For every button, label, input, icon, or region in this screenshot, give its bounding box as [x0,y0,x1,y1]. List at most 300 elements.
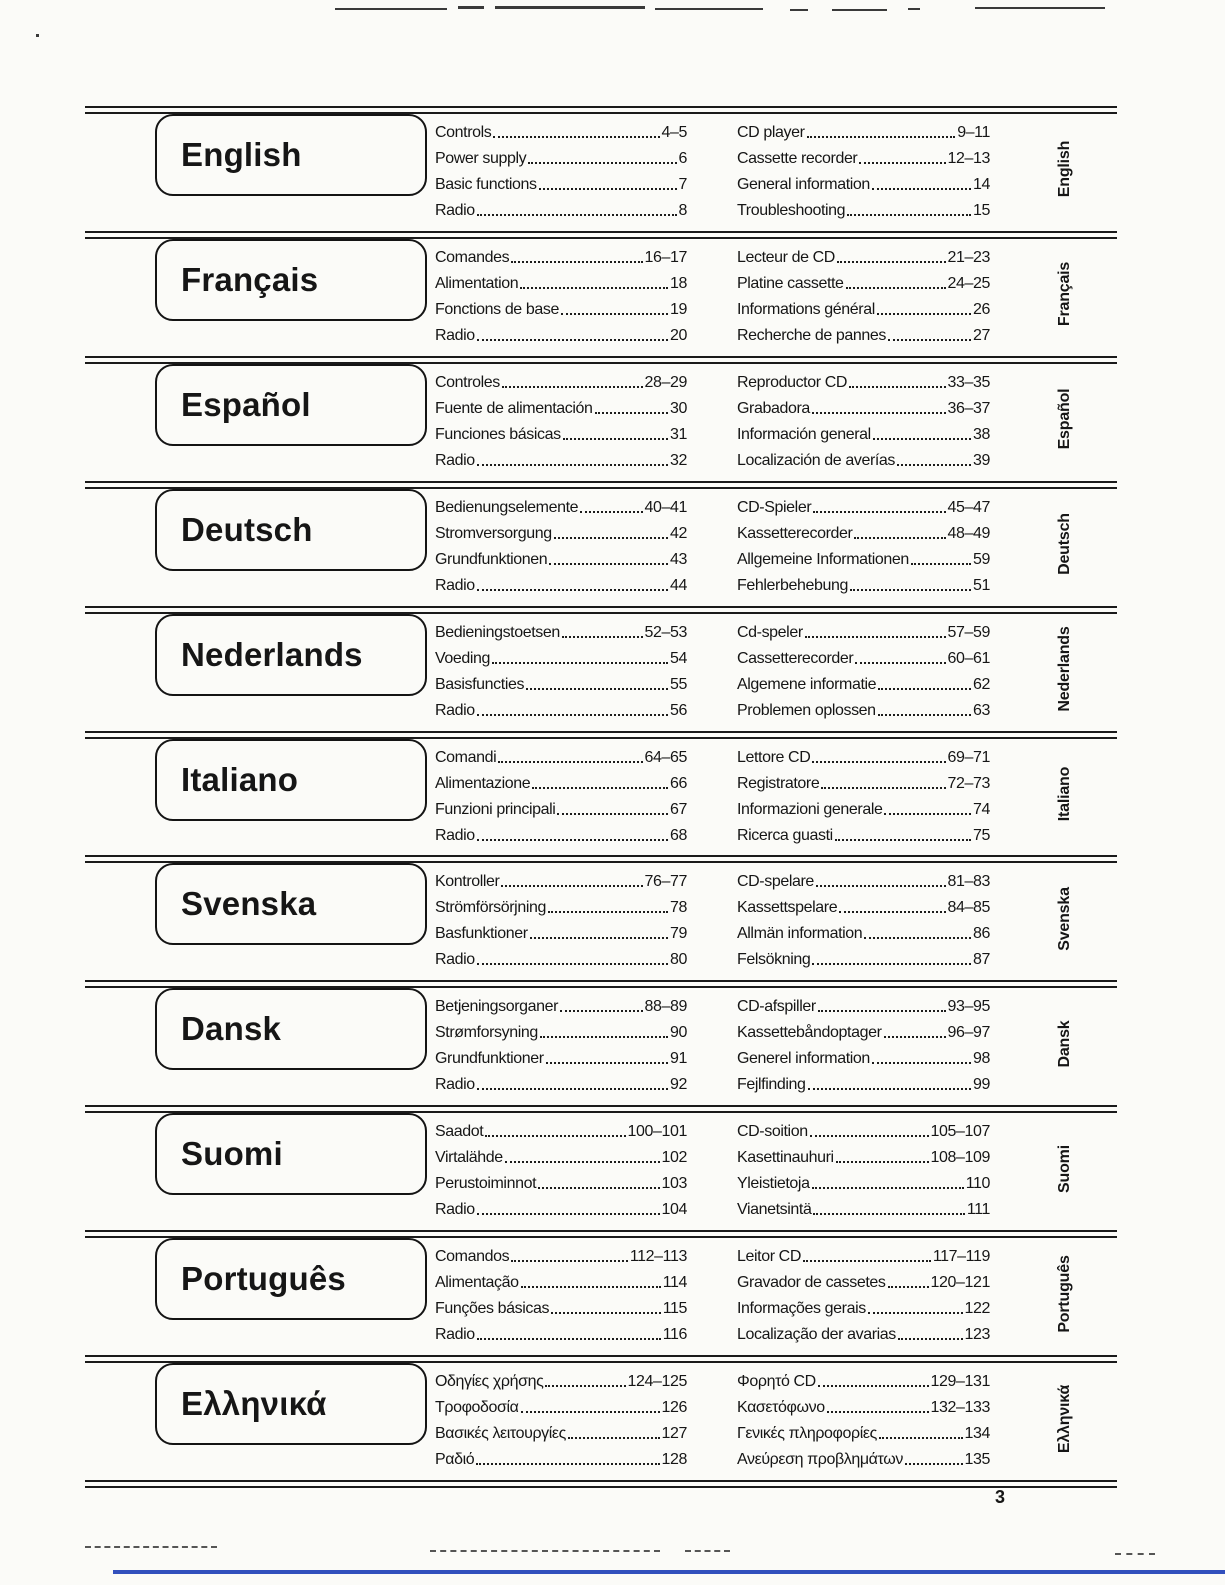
toc-entry [435,1446,687,1472]
toc-entry-page: 111 [966,1201,990,1219]
toc-entry-label: Reproductor CD [737,373,848,391]
toc-entry-page: 39 [973,451,990,469]
scan-noise-bottom [85,1546,217,1548]
language-side-label: Deutsch [1056,513,1073,576]
toc-column-left [435,369,687,473]
toc-entry-label: Troubleshooting [737,202,846,219]
dot-leader [551,1312,661,1314]
toc-entry-page: 54 [670,649,687,667]
dot-leader [526,688,668,690]
toc-entry [737,645,990,671]
toc-entry-page: 42 [670,524,687,542]
toc-entry [737,796,990,822]
toc-entry [435,119,687,145]
toc-entry-page: 78 [670,899,687,917]
toc-entry [737,395,990,421]
toc-entry [737,920,990,946]
toc-entry-page: 19 [670,300,687,318]
dot-leader [839,911,945,913]
dot-leader [827,1411,929,1413]
toc-entry [737,1045,990,1071]
toc-entry-page: 76–77 [644,873,687,891]
toc-entry-label: Localização der avarias [737,1326,896,1344]
dot-leader [561,313,668,315]
dot-leader [872,1062,971,1064]
dot-leader [521,1411,660,1413]
toc-entry [737,244,990,270]
toc-entry [435,993,687,1019]
toc-entry [737,421,990,447]
toc-entry-page: 123 [964,1326,990,1344]
dot-leader [855,662,945,664]
dot-leader [859,162,945,164]
toc-entry-page: 99 [973,1076,990,1094]
toc-entry-page: 16–17 [644,248,687,266]
dot-leader [511,261,642,263]
toc-entry [435,322,687,348]
toc-entry-label: Kassettspelare [737,899,838,917]
dot-leader [807,136,956,138]
dot-leader [805,636,946,638]
dot-leader [545,1385,625,1387]
toc-entry-label: Basfunktioner [435,925,528,943]
toc-entry-page: 98 [973,1050,990,1068]
dot-leader [878,688,971,690]
toc-entry-page: 122 [964,1300,990,1318]
toc-entry-page: 4–5 [661,124,687,141]
scan-noise-top [458,6,484,9]
dot-leader [498,761,642,763]
toc-entry-label: Radio [435,326,475,344]
toc-entry-label: Perustoiminnot [435,1175,537,1193]
toc-entry-label: Bedieningstoetsen [435,623,560,641]
scan-noise-bottom [685,1550,730,1552]
toc-entry-label: Basic functions [435,176,537,193]
dot-leader [477,464,668,466]
page-number: 3 [995,1487,1006,1507]
toc-entry-page: 30 [670,399,687,417]
language-section [85,1230,1117,1355]
toc-entry-label: Bedienungselemente [435,498,579,516]
language-section [85,731,1117,856]
dot-leader [836,1161,929,1163]
toc-column-right [737,1118,990,1222]
toc-entry-page: 68 [670,826,687,844]
dot-leader [477,214,677,216]
toc-entry-label: Leitor CD [737,1248,801,1266]
toc-entry [435,270,687,296]
toc-entry-label: Registratore [737,774,820,792]
toc-entry-label: Grundfunktioner [435,1050,544,1068]
toc-entry-label: Alimentazione [435,774,531,792]
toc-entry-label: Power supply [435,150,527,167]
toc-entry-label: Ricerca guasti [737,826,833,844]
toc-entry-label: Informações gerais [737,1300,866,1318]
toc-entry [435,894,687,920]
toc-entry-page: 38 [973,425,990,443]
toc-column-left [435,119,687,223]
dot-leader [477,1088,668,1090]
toc-entry-page: 24–25 [947,274,990,292]
language-section [85,1105,1117,1230]
toc-entry-page: 62 [973,675,990,693]
toc-entry-label: Βασικές λειτουργίες [435,1425,566,1443]
dot-leader [505,1161,660,1163]
language-sections [85,106,1117,1482]
toc-entry-page: 52–53 [644,623,687,641]
language-section [85,1355,1117,1480]
dot-leader [897,464,971,466]
toc-entry-page: 117–119 [932,1248,990,1266]
language-name-box [155,1113,427,1195]
dot-leader [864,937,971,939]
dot-leader [511,1260,628,1262]
toc-entry [435,1118,687,1144]
toc-column-left [435,744,687,848]
toc-entry-page: 93–95 [947,998,990,1016]
toc-entry [435,920,687,946]
toc-entry [737,1019,990,1045]
toc-entry-page: 84–85 [947,899,990,917]
toc-entry-page: 9–11 [957,124,990,141]
toc-entry-page: 115 [662,1300,687,1318]
dot-leader [808,1088,971,1090]
toc-entry-label: Generel information [737,1050,870,1068]
toc-entry-page: 116 [662,1326,687,1344]
toc-entry-label: Alimentation [435,274,519,292]
toc-entry [435,619,687,645]
toc-column-left [435,244,687,348]
toc-entry [435,1196,687,1222]
toc-entry-label: Allgemeine Informationen [737,550,909,568]
toc-entry-label: Cassette recorder [737,150,858,167]
dot-leader [847,214,971,216]
toc-entry-label: Radio [435,701,475,719]
toc-entry-page: 12–13 [947,150,990,167]
dot-leader [477,714,668,716]
bottom-rule [85,1486,1117,1488]
toc-entry-label: Radio [435,1076,475,1094]
toc-entry [737,1170,990,1196]
toc-entry [737,1144,990,1170]
toc-entry-label: Informazioni generale [737,800,883,818]
toc-entry-page: 48–49 [947,524,990,542]
scan-speck [36,34,39,37]
toc-entry-label: Funzioni principali [435,800,556,818]
dot-leader [546,1062,668,1064]
toc-entry [737,197,990,223]
toc-entry-label: Radio [435,1201,475,1219]
toc-entry-label: Cd-speler [737,623,803,641]
toc-entry-page: 59 [973,550,990,568]
toc-entry-page: 129–131 [930,1373,990,1391]
toc-column-right [737,868,990,972]
toc-entry [435,868,687,894]
toc-entry [737,171,990,197]
toc-entry-page: 18 [670,274,687,292]
dot-leader [879,1437,963,1439]
toc-entry-page: 75 [973,826,990,844]
dot-leader [477,1213,660,1215]
toc-entry [435,1019,687,1045]
toc-entry-page: 44 [670,576,687,594]
toc-entry-page: 114 [662,1274,687,1292]
toc-entry-page: 126 [661,1399,687,1417]
dot-leader [884,1036,946,1038]
language-name: Français [181,260,319,298]
toc-entry-page: 31 [670,425,687,443]
language-section [85,855,1117,980]
toc-entry-page: 32 [670,451,687,469]
toc-entry-label: Τροφοδοσία [435,1399,519,1417]
toc-column-right [737,744,990,848]
toc-entry [435,546,687,572]
toc-entry-label: Platine cassette [737,274,844,292]
toc-entry-label: Gravador de cassetes [737,1274,886,1292]
toc-entry [737,946,990,972]
dot-leader [476,1463,659,1465]
toc-entry [737,1071,990,1097]
language-section [85,356,1117,481]
dot-leader [878,714,971,716]
dot-leader [493,136,659,138]
toc-entry [737,1118,990,1144]
language-side-label: Português [1056,1254,1073,1333]
dot-leader [528,162,676,164]
toc-entry-page: 15 [973,202,990,219]
toc-entry [435,697,687,723]
dot-leader [846,287,946,289]
toc-entry-page: 45–47 [947,498,990,516]
language-name: Svenska [181,885,317,923]
toc-entry-label: Vianetsintä [737,1201,812,1219]
dot-leader [538,1187,659,1189]
toc-entry-page: 132–133 [930,1399,990,1417]
toc-entry-label: Cassetterecorder [737,649,854,667]
dot-leader [888,339,971,341]
toc-entry [435,1170,687,1196]
toc-column-right [737,993,990,1097]
toc-entry-page: 100–101 [627,1123,687,1141]
toc-entry-page: 28–29 [644,373,687,391]
toc-entry-page: 66 [670,774,687,792]
scan-noise-top [495,6,645,9]
dot-leader [548,911,668,913]
toc-entry [435,946,687,972]
toc-entry [435,1368,687,1394]
toc-entry-label: Ανεύρεση προβλημάτων [737,1451,903,1469]
toc-entry-label: Yleistietoja [737,1175,810,1193]
toc-column-right [737,1243,990,1347]
dot-leader [595,412,668,414]
language-section [85,481,1117,606]
language-name-box [155,988,427,1070]
toc-entry-label: CD-soition [737,1123,808,1141]
dot-leader [485,1135,625,1137]
dot-leader [837,261,946,263]
toc-entry [435,197,687,223]
toc-entry [435,520,687,546]
dot-leader [813,511,945,513]
toc-entry [737,270,990,296]
dot-leader [872,188,971,190]
toc-column-left [435,1243,687,1347]
toc-entry-label: Basisfuncties [435,675,525,693]
dot-leader [888,1286,929,1288]
toc-column-left [435,619,687,723]
toc-column-right [737,119,990,223]
toc-entry-page: 86 [973,925,990,943]
dot-leader [818,1010,946,1012]
toc-entry-page: 104 [661,1201,687,1219]
toc-entry-label: Κασετόφωνο [737,1399,825,1417]
toc-entry [737,322,990,348]
language-section [85,980,1117,1105]
toc-entry [435,796,687,822]
language-side-label: Dansk [1056,1020,1073,1068]
dot-leader [850,589,971,591]
toc-entry-page: 105–107 [930,1123,990,1141]
toc-entry-page: 67 [670,800,687,818]
language-section [85,106,1117,231]
dot-leader [884,813,971,815]
toc-entry [737,1420,990,1446]
dot-leader [568,1437,660,1439]
toc-entry-label: Localización de averías [737,451,896,469]
toc-entry [737,1368,990,1394]
toc-entry [435,1243,687,1269]
toc-entry-page: 7 [678,176,687,193]
toc-entry-page: 72–73 [947,774,990,792]
toc-entry-label: Virtalähde [435,1149,503,1167]
language-name: Deutsch [181,510,313,548]
toc-entry-label: Problemen oplossen [737,701,876,719]
toc-entry-label: Comandi [435,748,497,766]
toc-entry [737,1243,990,1269]
language-name: Ελληνικά [181,1385,327,1423]
dot-leader [501,885,642,887]
dot-leader [877,313,971,315]
toc-entry [737,1321,990,1347]
toc-entry [435,822,687,848]
toc-entry [435,572,687,598]
toc-entry-label: Comandos [435,1248,510,1266]
toc-entry-label: Controles [435,373,500,391]
dot-leader [812,412,946,414]
dot-leader [492,662,668,664]
toc-column-right [737,1368,990,1472]
toc-column-left [435,1368,687,1472]
toc-entry-label: Lettore CD [737,748,811,766]
dot-leader [905,1463,963,1465]
language-name-box [155,739,427,821]
toc-entry [435,645,687,671]
scan-noise-bottom [430,1550,660,1552]
language-name-box [155,863,427,945]
dot-leader [873,438,971,440]
toc-entry-label: Grabadora [737,399,810,417]
dot-leader [540,1036,668,1038]
toc-entry-label: Felsökning [737,951,811,969]
dot-leader [816,885,946,887]
toc-entry [737,993,990,1019]
toc-entry [737,1269,990,1295]
toc-entry [737,619,990,645]
dot-leader [818,1385,929,1387]
language-name-box [155,364,427,446]
toc-entry-page: 80 [670,951,687,969]
language-side-label: English [1056,141,1073,198]
toc-entry [737,145,990,171]
toc-entry [435,1420,687,1446]
scan-noise-top [790,9,808,11]
toc-column-left [435,1118,687,1222]
toc-entry-label: Radio [435,826,475,844]
toc-entry-label: Fuente de alimentación [435,399,593,417]
toc-entry-label: Grundfunktionen [435,550,548,568]
dot-leader [835,839,971,841]
toc-entry [435,145,687,171]
dot-leader [868,1312,963,1314]
toc-entry-label: Φορητό CD [737,1373,816,1391]
dot-leader [812,963,971,965]
toc-column-right [737,494,990,598]
toc-entry [435,395,687,421]
toc-entry-page: 102 [661,1149,687,1167]
toc-entry-label: Radio [435,1326,475,1344]
scan-noise-top [832,9,887,11]
language-side-label: Français [1056,262,1073,327]
toc-entry-label: CD-afspiller [737,998,816,1016]
toc-entry [737,1295,990,1321]
toc-entry-page: 135 [964,1451,990,1469]
toc-column-left [435,868,687,972]
language-name-box [155,1238,427,1320]
toc-entry-page: 14 [973,176,990,193]
toc-entry [737,868,990,894]
toc-entry-page: 26 [973,300,990,318]
language-name: English [181,136,302,173]
dot-leader [477,839,668,841]
toc-entry-page: 57–59 [947,623,990,641]
dot-leader [549,563,668,565]
scan-noise-top [908,8,920,10]
toc-entry-label: Recherche de pannes [737,326,886,344]
language-name-box [155,114,427,196]
dot-leader [521,1286,661,1288]
dot-leader [849,386,945,388]
toc-entry [737,296,990,322]
toc-entry [435,1295,687,1321]
toc-entry-label: Kasettinauhuri [737,1149,834,1167]
toc-entry-label: Controls [435,124,492,141]
toc-entry [737,1394,990,1420]
language-name: Español [181,385,311,423]
toc-entry-page: 79 [670,925,687,943]
toc-entry-label: Radio [435,951,475,969]
toc-entry [435,244,687,270]
scan-noise-top [655,8,763,10]
dot-leader [477,963,668,965]
toc-entry-label: Voeding [435,649,491,667]
toc-entry-page: 88–89 [644,998,687,1016]
dot-leader [539,188,677,190]
toc-entry [737,494,990,520]
dot-leader [854,537,945,539]
toc-entry-page: 81–83 [947,873,990,891]
toc-entry-label: Algemene informatie [737,675,877,693]
toc-entry [435,671,687,697]
